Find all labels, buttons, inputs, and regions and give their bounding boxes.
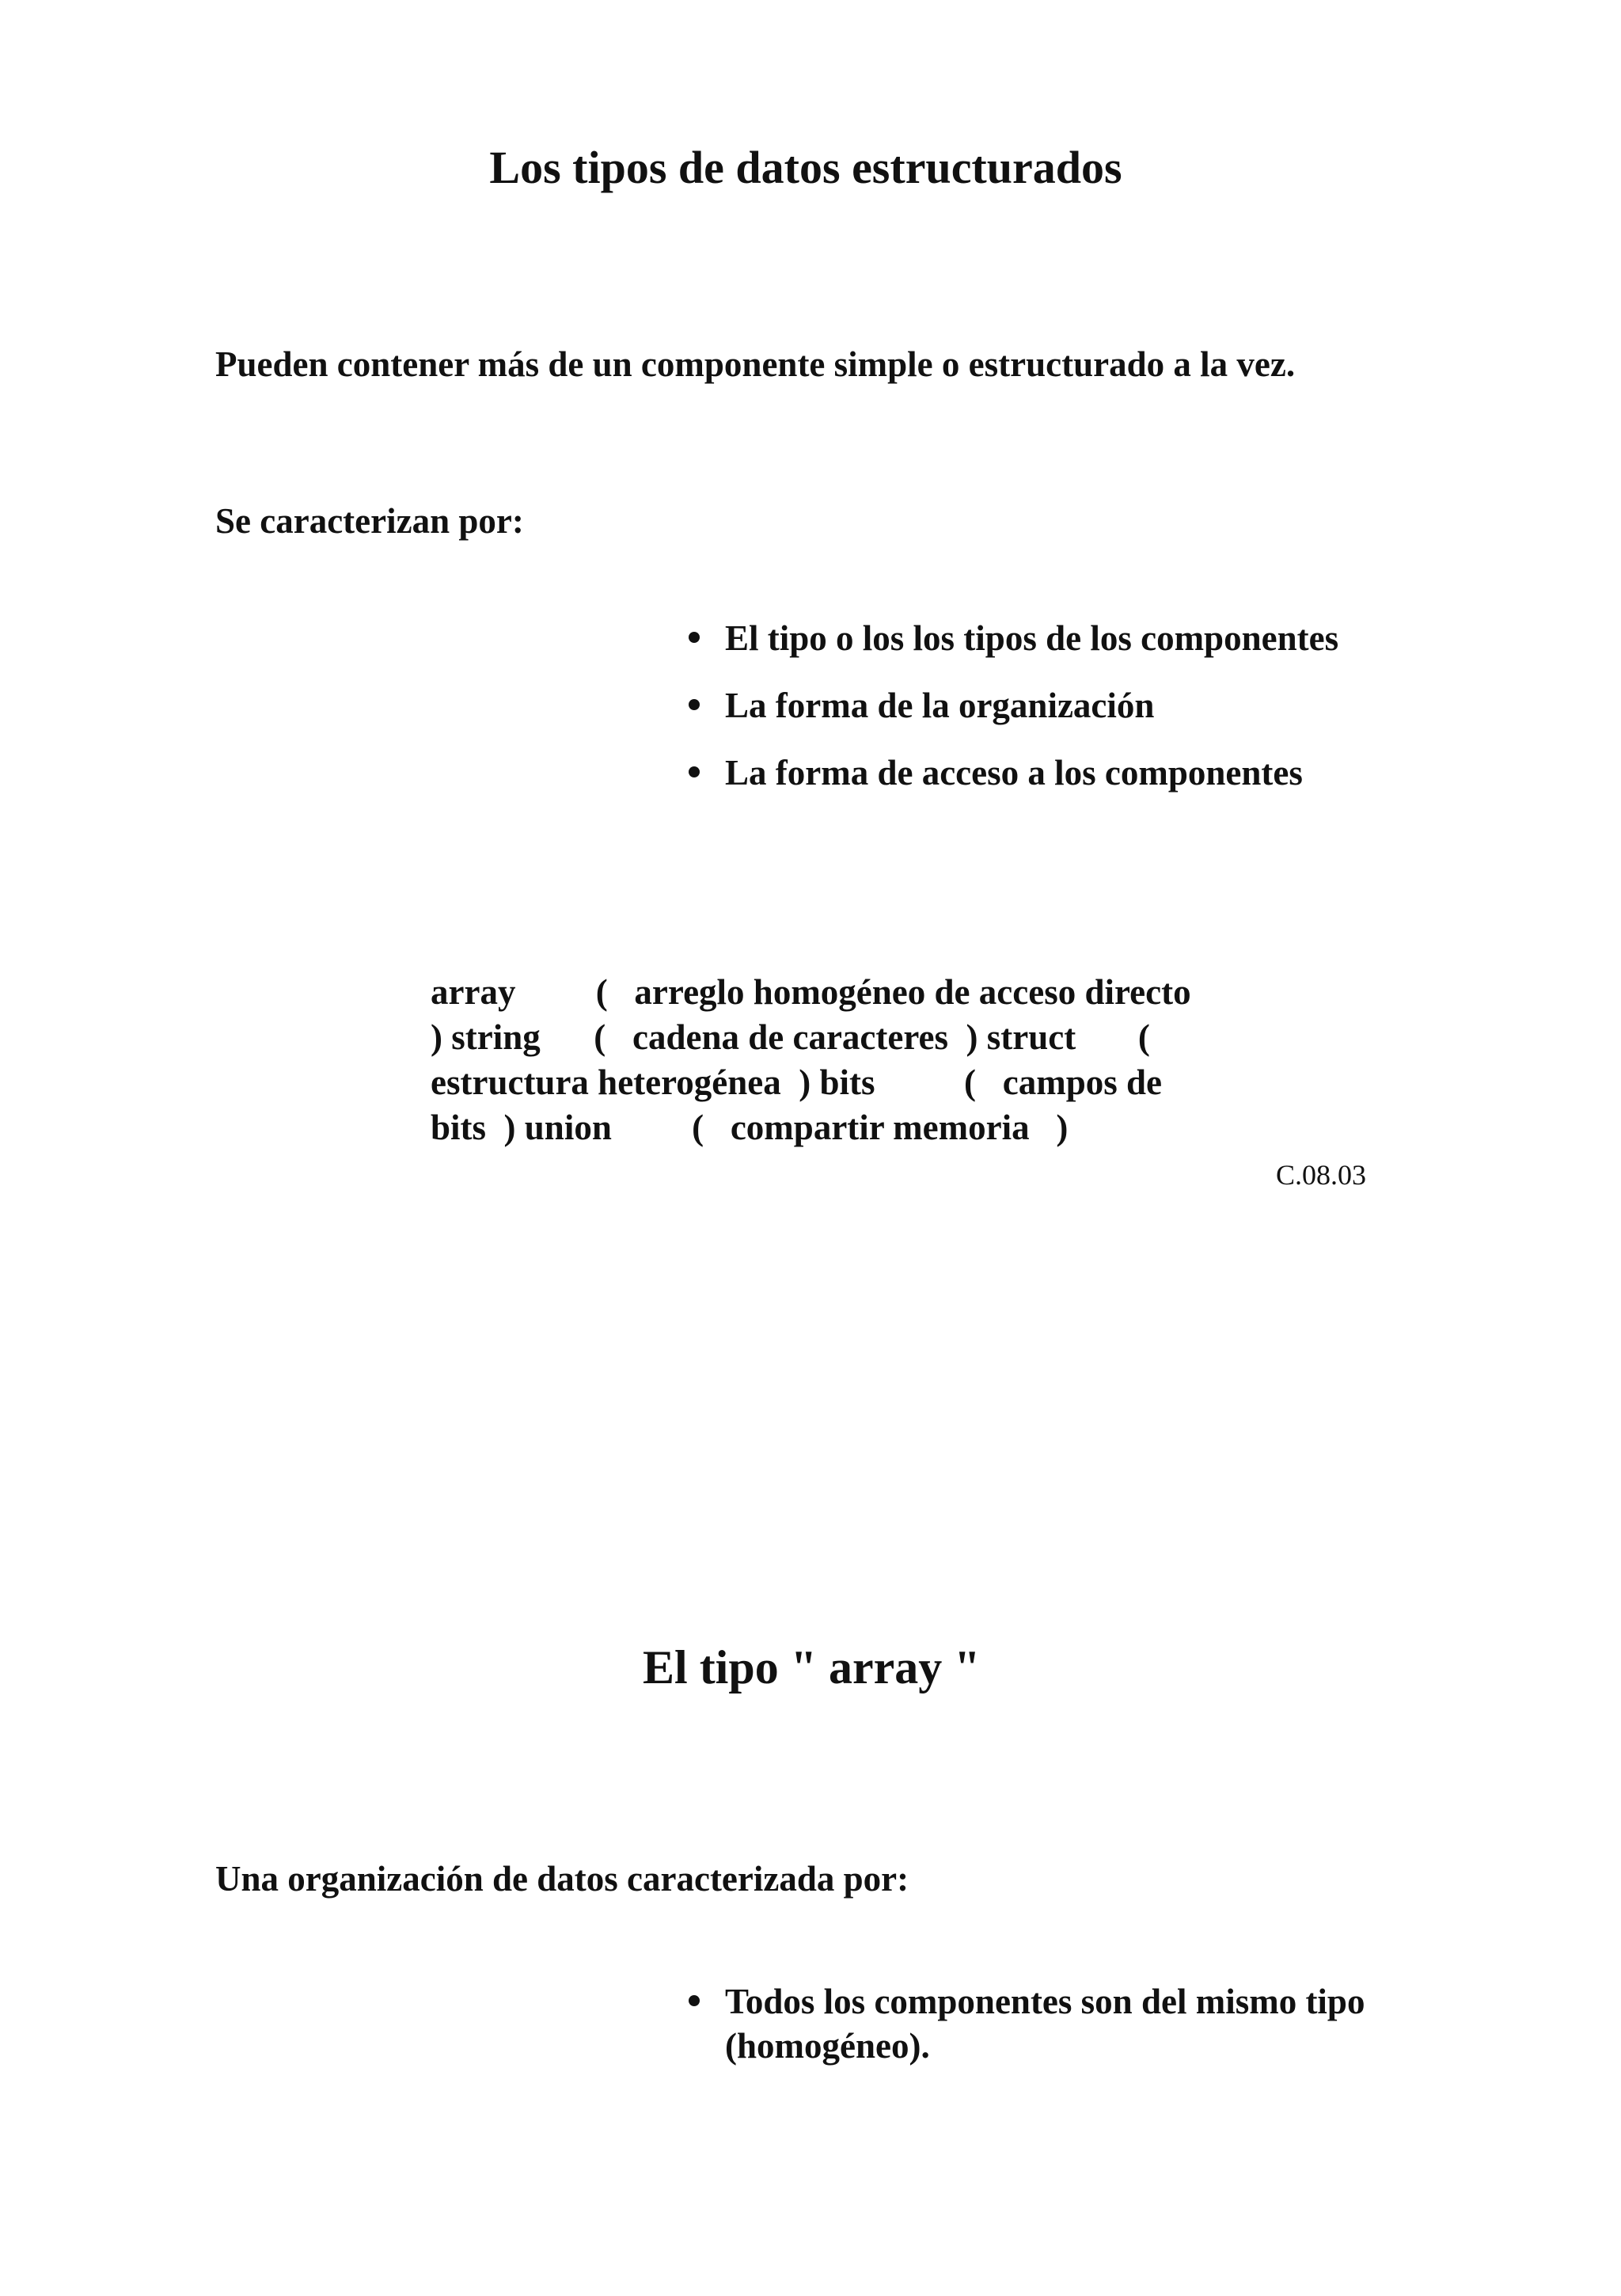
section1-bullet-list [689,616,1575,795]
list-item-text: Todos los componentes son del mismo tipo (homogéneo). [725,1982,1365,2066]
bullet-icon [689,766,700,777]
types-line: ) string ( cadena de caracteres ) struct ( [431,1017,1150,1057]
section2-title: El tipo " array " [643,1641,981,1693]
list-item-text: La forma de acceso a los componentes [725,753,1303,793]
section1-characterized-by: Se caracterizan por: [215,501,524,541]
list-item [689,616,1575,660]
page-code: C.08.03 [1276,1159,1367,1191]
structured-types-block [431,970,1191,1150]
section1-title-text: Los tipos de datos estructurados [489,142,1122,193]
section2-intro: Una organización de datos caracterizada por: [215,1859,909,1899]
list-item-text: La forma de la organización [725,686,1155,725]
bullet-icon [689,632,700,643]
list-item [689,1979,1385,2068]
list-item-text: El tipo o los los tipos de los componentes [725,618,1339,658]
list-item [689,751,1575,795]
section2-bullet-list [689,1979,1385,2068]
bullet-icon [689,699,700,710]
bullet-icon [689,1995,700,2006]
section1-intro: Pueden contener más de un componente simple o estructurado a la vez. [215,344,1296,384]
types-line: array ( arreglo homogéneo de acceso directo [431,972,1191,1012]
section1-title [0,141,1621,194]
types-line: bits ) union ( compartir memoria ) [431,1108,1069,1147]
types-line: estructura heterogénea ) bits ( campos de [431,1062,1163,1102]
list-item [689,683,1575,728]
